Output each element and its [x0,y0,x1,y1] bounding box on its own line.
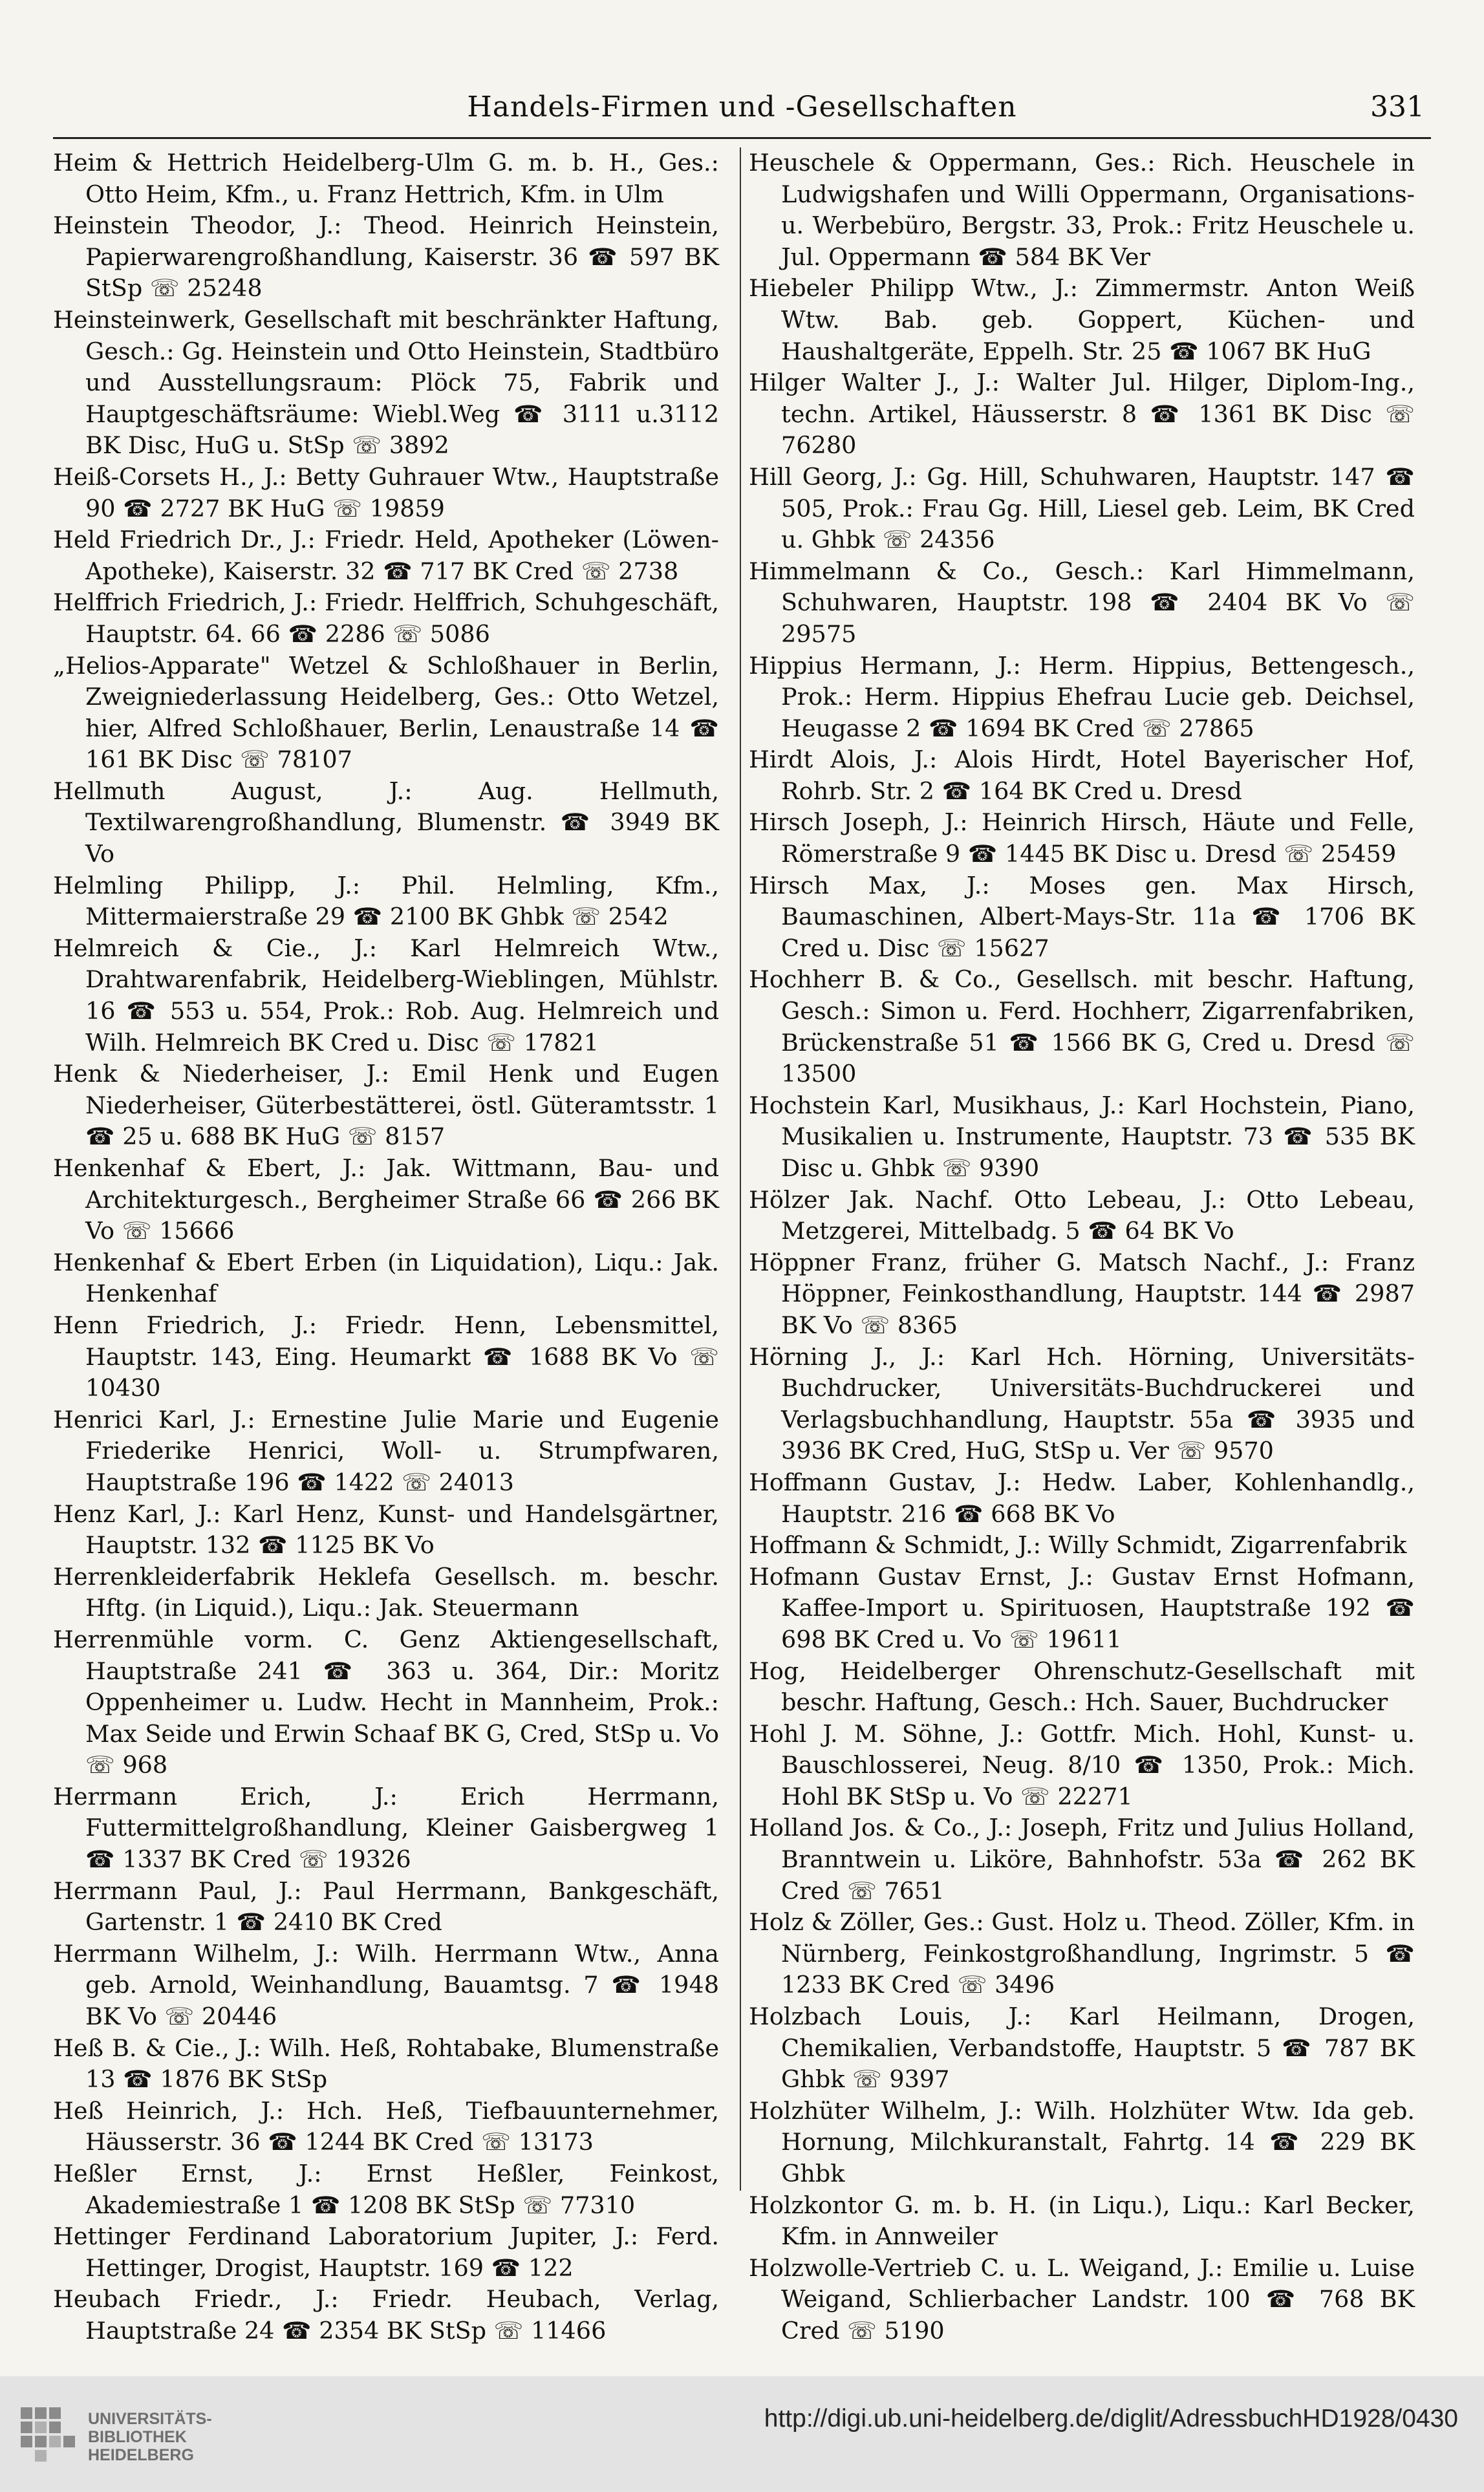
directory-entry: Holzkontor G. m. b. H. (in Liqu.), Liqu.: Karl Becker, Kfm. in Annweiler [749,2191,1415,2251]
directory-entry: Heß Heinrich, J.: Hch. Heß, Tiefbauunternehmer, Häusserstr. 36 ☎ 1244 BK Cred ☏ 13173 [53,2096,719,2156]
page-title: Handels-Firmen und -Gesellschaften [467,91,1017,124]
directory-entry: Herrmann Paul, J.: Paul Herrmann, Bankgeschäft, Gartenstr. 1 ☎ 2410 BK Cred [53,1876,719,1937]
left-column [53,147,719,2347]
directory-entry: Hölzer Jak. Nachf. Otto Lebeau, J.: Otto Lebeau, Metzgerei, Mittelbadg. 5 ☎ 64 BK Vo [749,1185,1415,1245]
library-name [88,2410,212,2464]
directory-entry: Henkenhaf & Ebert Erben (in Liquidation), Liqu.: Jak. Henkenhaf [53,1248,719,1308]
directory-entry: Helffrich Friedrich, J.: Friedr. Helffrich, Schuhgeschäft, Hauptstr. 64. 66 ☎ 2286 ☏ 5086 [53,588,719,648]
directory-entry: Holz & Zöller, Ges.: Gust. Holz u. Theod. Zöller, Kfm. in Nürnberg, Feinkostgroßhandlung, Ingrimstr. 5 ☎ 1233 BK Cred ☏ 3496 [749,1908,1415,1999]
directory-entry: Heß B. & Cie., J.: Wilh. Heß, Rohtabake, Blumenstraße 13 ☎ 1876 BK StSp [53,2034,719,2094]
directory-entry: Herrmann Wilhelm, J.: Wilh. Herrmann Wtw., Anna geb. Arnold, Weinhandlung, Bauamtsg. 7 ☎ 1948 BK Vo ☏ 20446 [53,1939,719,2031]
directory-entry: Hog, Heidelberger Ohrenschutz-Gesellschaft mit beschr. Haftung, Gesch.: Hch. Sauer, Buchdrucker [749,1657,1415,1717]
directory-entry: Heuschele & Oppermann, Ges.: Rich. Heuschele in Ludwigshafen und Willi Oppermann, Organisations- u. Werbebüro, Bergstr. 33, Prok.: Fritz Heuschele u. Jul. Oppermann ☎ 584 BK Ver [749,149,1415,271]
directory-entry: Hilger Walter J., J.: Walter Jul. Hilger, Diplom-Ing., techn. Artikel, Häusserstr. 8 ☎ 1361 BK Disc ☏ 76280 [749,369,1415,460]
directory-entry: Hochherr B. & Co., Gesellsch. mit beschr. Haftung, Gesch.: Simon u. Ferd. Hochherr, Zigarrenfabriken, Brückenstraße 51 ☎ 1566 BK G, Cred u. Dresd ☏ 13500 [749,965,1415,1088]
directory-entry: Henn Friedrich, J.: Friedr. Henn, Lebensmittel, Hauptstr. 143, Eing. Heumarkt ☎ 1688 BK Vo ☏ 10430 [53,1311,719,1402]
directory-entry: Hettinger Ferdinand Laboratorium Jupiter, J.: Ferd. Hettinger, Drogist, Hauptstr. 169 ☎ 122 [53,2222,719,2282]
directory-entry: Hörning J., J.: Karl Hch. Hörning, Universitäts-Buchdrucker, Universitäts-Buchdruckerei und Verlagsbuchhandlung, Hauptstr. 55a ☎ 3935 und 3936 BK Cred, HuG, StSp u. Ver ☏ 9570 [749,1342,1415,1465]
directory-entry: Hiebeler Philipp Wtw., J.: Zimmermstr. Anton Weiß Wtw. Bab. geb. Goppert, Küchen- und Haushaltgeräte, Eppelh. Str. 25 ☎ 1067 BK HuG [749,274,1415,365]
directory-entry: Henrici Karl, J.: Ernestine Julie Marie und Eugenie Friederike Henrici, Woll- u. Strumpfwaren, Hauptstraße 196 ☎ 1422 ☏ 24013 [53,1405,719,1496]
directory-entry: Holzwolle-Vertrieb C. u. L. Weigand, J.: Emilie u. Luise Weigand, Schlierbacher Landstr. 100 ☎ 768 BK Cred ☏ 5190 [749,2253,1415,2345]
directory-entry: Henkenhaf & Ebert, J.: Jak. Wittmann, Bau- und Architekturgesch., Bergheimer Straße 66 ☎ 266 BK Vo ☏ 15666 [53,1154,719,1245]
directory-entry: Heubach Friedr., J.: Friedr. Heubach, Verlag, Hauptstraße 24 ☎ 2354 BK StSp ☏ 11466 [53,2285,719,2345]
directory-entry: Holzbach Louis, J.: Karl Heilmann, Drogen, Chemikalien, Verbandstoffe, Hauptstr. 5 ☎ 787 BK Ghbk ☏ 9397 [749,2003,1415,2094]
directory-entry: Helmreich & Cie., J.: Karl Helmreich Wtw., Drahtwarenfabrik, Heidelberg-Wieblingen, Mühlstr. 16 ☎ 553 u. 554, Prok.: Rob. Aug. Helmreich und Wilh. Helmreich BK Cred u. Disc ☏ 17821 [53,934,719,1057]
directory-entry: Hohl J. M. Söhne, J.: Gottfr. Mich. Hohl, Kunst- u. Bauschlosserei, Neug. 8/10 ☎ 1350, Prok.: Mich. Hohl BK StSp u. Vo ☏ 22271 [749,1719,1415,1810]
right-column [749,147,1415,2347]
directory-entry: Hochstein Karl, Musikhaus, J.: Karl Hochstein, Piano, Musikalien u. Instrumente, Hauptstr. 73 ☎ 535 BK Disc u. Ghbk ☏ 9390 [749,1091,1415,1182]
library-name-line: HEIDELBERG [88,2446,194,2464]
directory-entry: Hoffmann Gustav, J.: Hedw. Laber, Kohlenhandlg., Hauptstr. 216 ☎ 668 BK Vo [749,1468,1415,1528]
library-name-line: UNIVERSITÄTS- [88,2410,212,2428]
directory-entry: Herrmann Erich, J.: Erich Herrmann, Futtermittelgroßhandlung, Kleiner Gaisbergweg 1 ☎ 1337 BK Cred ☏ 19326 [53,1782,719,1874]
directory-entry: Herrenmühle vorm. C. Genz Aktiengesellschaft, Hauptstraße 241 ☎ 363 u. 364, Dir.: Moritz Oppenheimer u. Ludw. Hecht in Mannheim, Prok.: Max Seide und Erwin Schaaf BK G, Cred, StSp u. Vo ☏ 968 [53,1625,719,1779]
page-number: 331 [1370,91,1425,124]
directory-entry: Heßler Ernst, J.: Ernst Heßler, Feinkost, Akademiestraße 1 ☎ 1208 BK StSp ☏ 77310 [53,2160,719,2219]
directory-entry: Hirsch Max, J.: Moses gen. Max Hirsch, Baumaschinen, Albert-Mays-Str. 11a ☎ 1706 BK Cred u. Disc ☏ 15627 [749,871,1415,962]
directory-entry: Hirdt Alois, J.: Alois Hirdt, Hotel Bayerischer Hof, Rohrb. Str. 2 ☎ 164 BK Cred u. Dresd [749,746,1415,805]
directory-entry: Heinsteinwerk, Gesellschaft mit beschränkter Haftung, Gesch.: Gg. Heinstein und Otto Heinstein, Stadtbüro und Ausstellungsraum: Plöck 75, Fabrik und Hauptgeschäftsräume: Wiebl.Weg ☎ 3111 u.3112 BK Disc, HuG u. StSp ☏ 3892 [53,305,719,460]
directory-entry: Helmling Philipp, J.: Phil. Helmling, Kfm., Mittermaierstraße 29 ☎ 2100 BK Ghbk ☏ 2542 [53,871,719,931]
directory-entry: Hoffmann & Schmidt, J.: Willy Schmidt, Zigarrenfabrik [749,1531,1407,1560]
permalink-url[interactable]: http://digi.ub.uni-heidelberg.de/diglit/AdressbuchHD1928/0430 [764,2405,1458,2433]
directory-entry: Henk & Niederheiser, J.: Emil Henk und Eugen Niederheiser, Güterbestätterei, östl. Güteramtsstr. 1 ☎ 25 u. 688 BK HuG ☏ 8157 [53,1060,719,1151]
directory-entry: Holzhüter Wilhelm, J.: Wilh. Holzhüter Wtw. Ida geb. Hornung, Milchkuranstalt, Fahrtg. 14 ☎ 229 BK Ghbk [749,2096,1415,2187]
directory-entry: Heim & Hettrich Heidelberg-Ulm G. m. b. H., Ges.: Otto Heim, Kfm., u. Franz Hettrich, Kfm. in Ulm [53,149,719,208]
directory-entry: Hirsch Joseph, J.: Heinrich Hirsch, Häute und Felle, Römerstraße 9 ☎ 1445 BK Disc u. Dresd ☏ 25459 [749,808,1415,868]
column-divider [740,147,741,2191]
directory-entry: Henz Karl, J.: Karl Henz, Kunst- und Handelsgärtner, Hauptstr. 132 ☎ 1125 BK Vo [53,1499,719,1560]
directory-entry: Heinstein Theodor, J.: Theod. Heinrich Heinstein, Papierwarengroßhandlung, Kaiserstr. 36 ☎ 597 BK StSp ☏ 25248 [53,211,719,303]
library-logo-icon [18,2402,80,2464]
footer-bar [0,2376,1484,2492]
directory-entry: Himmelmann & Co., Gesch.: Karl Himmelmann, Schuhwaren, Hauptstr. 198 ☎ 2404 BK Vo ☏ 29575 [749,557,1415,648]
header-rule [53,137,1431,139]
directory-entry: „Helios-Apparate" Wetzel & Schloßhauer in Berlin, Zweigniederlassung Heidelberg, Ges.: Otto Wetzel, hier, Alfred Schloßhauer, Berlin, Lenaustraße 14 ☎ 161 BK Disc ☏ 78107 [53,651,719,774]
directory-entry: Heiß-Corsets H., J.: Betty Guhrauer Wtw., Hauptstraße 90 ☎ 2727 BK HuG ☏ 19859 [53,462,719,522]
directory-entry: Hellmuth August, J.: Aug. Hellmuth, Textilwarengroßhandlung, Blumenstr. ☎ 3949 BK Vo [53,777,719,868]
directory-entry: Held Friedrich Dr., J.: Friedr. Held, Apotheker (Löwen-Apotheke), Kaiserstr. 32 ☎ 717 BK Cred ☏ 2738 [53,526,719,585]
directory-entry: Hippius Hermann, J.: Herm. Hippius, Bettengesch., Prok.: Herm. Hippius Ehefrau Lucie geb. Deichsel, Heugasse 2 ☎ 1694 BK Cred ☏ 27865 [749,651,1415,742]
directory-entry: Herrenkleiderfabrik Heklefa Gesellsch. m. beschr. Hftg. (in Liquid.), Liqu.: Jak. Steuermann [53,1562,719,1622]
directory-entry: Hill Georg, J.: Gg. Hill, Schuhwaren, Hauptstr. 147 ☎ 505, Prok.: Frau Gg. Hill, Liesel geb. Leim, BK Cred u. Ghbk ☏ 24356 [749,462,1415,554]
library-name-line: BIBLIOTHEK [88,2428,187,2446]
directory-entry: Höppner Franz, früher G. Matsch Nachf., J.: Franz Höppner, Feinkosthandlung, Hauptstr. 144 ☎ 2987 BK Vo ☏ 8365 [749,1248,1415,1339]
directory-entry: Holland Jos. & Co., J.: Joseph, Fritz und Julius Holland, Branntwein u. Liköre, Bahnhofstr. 53a ☎ 262 BK Cred ☏ 7651 [749,1814,1415,1905]
directory-entry: Hofmann Gustav Ernst, J.: Gustav Ernst Hofmann, Kaffee-Import u. Spirituosen, Hauptstraße 192 ☎ 698 BK Cred u. Vo ☏ 19611 [749,1562,1415,1653]
